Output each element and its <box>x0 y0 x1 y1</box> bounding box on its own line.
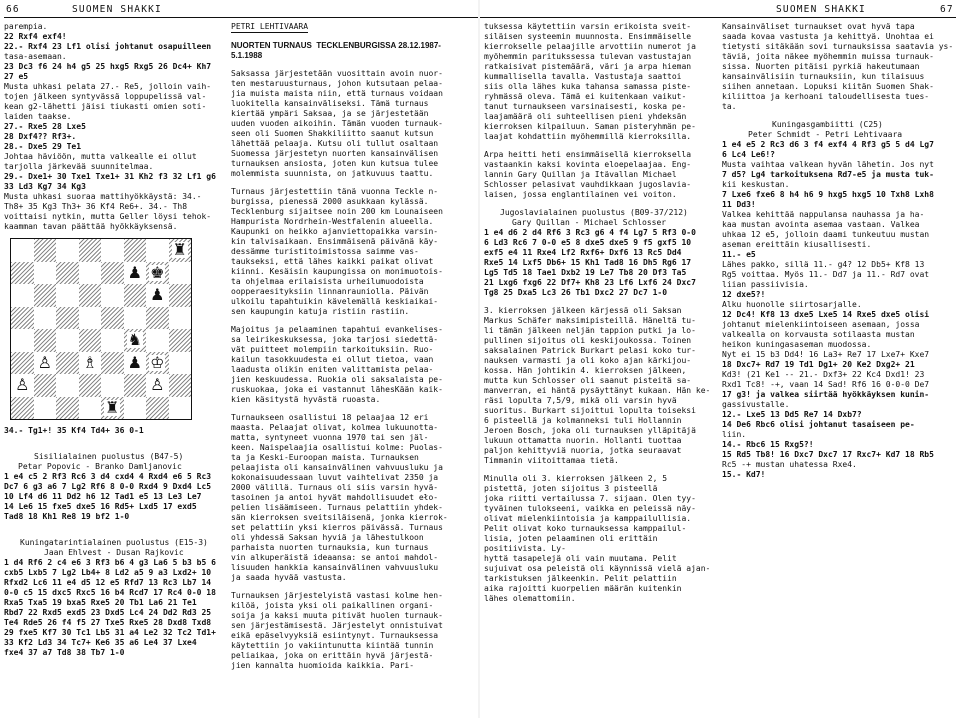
text-line: kii keskustan. <box>722 180 790 189</box>
right-page-number: 67 <box>940 4 954 15</box>
text-line: 10 Lf4 d6 11 Dd2 h6 12 Tad1 e5 13 Le3 Le7 <box>4 492 202 501</box>
board-square <box>124 352 147 375</box>
text-line: Rbd7 22 Rxd5 exd5 23 Dxd5 Lc4 24 Dd2 Rd3 25 <box>4 608 212 617</box>
column-1 <box>4 22 226 658</box>
board-square <box>146 374 169 397</box>
right-header-rule <box>480 17 956 18</box>
board-square <box>11 374 34 397</box>
column-3-paragraphs-2 <box>484 298 716 604</box>
text-line: gassivustalle. <box>722 400 790 409</box>
chess-board-diagram <box>10 238 192 420</box>
board-square <box>146 262 169 285</box>
board-square <box>124 262 147 285</box>
board-square <box>11 262 34 285</box>
left-header-rule <box>4 17 478 18</box>
text-line: 23 Dc3 f6 24 h4 g5 25 hxg5 Rxg5 26 Dc4+ Kh7 <box>4 62 212 71</box>
column-3-paragraphs <box>484 22 716 200</box>
board-square <box>79 284 102 307</box>
text-line: 0-0 c5 15 dxc5 Rxc5 16 b4 Rcd7 17 Rc4 0-0 18 <box>4 588 216 597</box>
board-square <box>124 239 147 262</box>
text-line: Johtaa häviöön, mutta valkealle ei ollut <box>4 152 197 161</box>
board-square <box>101 352 124 375</box>
paragraph: Arpa heitti heti ensimmäisellä kierroksella vastaankin kaksi kovinta eloepelaajaa. Eng- lannin Gary Quillan ja Itävallan Michael Schlosser pelasivat vauhdikkaan jugoslavia- laisen, jossa englantilainen vei voiton. <box>484 150 692 199</box>
paragraph: Majoitus ja pelaaminen tapahtui evankelises- sa leirikeskuksessa, joka tarjosi siedettä- vät puitteet molempiin tarkoituksiin. Ruo- kailun tasokkuudesta ei ollut tietoa, vaan laadusta olikin eniten valittamista pelaa- jien keskuudessa. Ruokia oli saksalaista pe- ruskuokaa, joka ei vastannut lähesKään kaik- kien käsitystä hyvästä ruoasta. <box>231 325 443 404</box>
text-line: Tg8 25 Dxa5 Lc3 26 Tb1 Dxc2 27 Dc7 1-0 <box>484 288 668 297</box>
text-line: 11 Dd3! <box>722 200 756 209</box>
column-3-game-players: Gary Quillan - Michael Schlosser <box>512 218 667 227</box>
board-square <box>11 352 34 375</box>
board-square <box>11 307 34 330</box>
article-author: PETRI LEHTIVAARA <box>231 22 309 31</box>
chess-piece-icon: ♔ <box>150 352 165 372</box>
board-square <box>34 374 57 397</box>
text-line: Lg5 Td5 18 Tae1 Dxb2 19 Le7 Tb8 20 Df3 Ta5 <box>484 268 687 277</box>
board-square <box>56 307 79 330</box>
paragraph: Turnauksen järjestelyistä vastasi kolme hen- kilöä, joista yksi oli paikallinen organi- soija ja kaksi muuta pitivät huolen turnauk- sen järjestämisestä. Järjestelyt onnistuivat eikä epäselvyyksiä esiintynyt. Turnauksessa käytettiin jo vakiintunutta kiintää tunnin peliaikaa, joka on erittäin hyvä järjestä- jien kannalta huomioida kaikkia. Pari- <box>231 591 443 670</box>
board-square <box>101 307 124 330</box>
text-line: 14 Le6 15 fxe5 dxe5 16 Rd5+ Lxd5 17 exd5 <box>4 502 197 511</box>
chess-piece-icon: ♙ <box>15 375 30 395</box>
board-square <box>79 352 102 375</box>
column-4-game-players: Peter Schmidt - Petri Lehtivaara <box>748 130 903 139</box>
game2-players: Petar Popovic - Branko Damljanovic <box>18 462 182 471</box>
text-line: Lähes pakko, sillä 11.- g4? 12 Db5+ Kf8 13 <box>722 260 925 269</box>
board-square <box>101 239 124 262</box>
chess-piece-icon: ♟ <box>127 352 142 372</box>
board-square <box>34 352 57 375</box>
text-line: 22 Rxf4 exf4! <box>4 32 67 41</box>
column-4-paragraphs <box>722 22 958 112</box>
board-square <box>124 374 147 397</box>
text-line: 12 Dc4! Kf8 13 dxe5 Lxe5 14 Rxe5 dxe5 olisi <box>722 310 930 319</box>
text-line: 15.- Kd7! <box>722 470 766 479</box>
column-3 <box>484 22 716 604</box>
board-square <box>34 239 57 262</box>
column-3-game-moves <box>484 228 716 298</box>
text-line: parempia. <box>4 22 48 31</box>
text-line: fxe4 37 a7 Td8 38 Tb7 1-0 <box>4 648 125 657</box>
chess-piece-icon: ♙ <box>150 375 165 395</box>
board-square <box>146 352 169 375</box>
text-line: liian passiivisia. <box>722 280 809 289</box>
chess-piece-icon: ♟ <box>127 262 142 282</box>
text-line: kean g2-lähetti jäisi tiukasti omien soti- <box>4 102 207 111</box>
text-line: Nyt ei 15 b3 Dd4! 16 La3+ Re7 17 Lxe7+ Kxe7 <box>722 350 930 359</box>
board-square <box>169 262 192 285</box>
article-dateline-2: 5.1.1988 <box>231 51 263 60</box>
chess-piece-icon: ♞ <box>127 330 142 350</box>
board-square <box>79 397 102 420</box>
board-square <box>101 374 124 397</box>
game2-event: Sisilialainen puolustus (B47-5) <box>34 452 184 461</box>
board-square <box>56 262 79 285</box>
after-board-moves: 34.- Tg1+! 35 Kf4 Td4+ 36 0-1 <box>4 426 144 435</box>
left-page-number: 66 <box>6 4 20 15</box>
left-running-header: SUOMEN SHAKKI <box>72 4 162 15</box>
column-2 <box>231 22 475 671</box>
text-line: heikon kuningasaseman muodossa. <box>722 340 872 349</box>
text-line: johtanut mielenkiintoiseen asemaan, jossa <box>722 320 920 329</box>
text-line: 1 e4 d6 2 d4 Rf6 3 Rc3 g6 4 f4 Lg7 5 Rf3 0-0 <box>484 228 696 237</box>
board-square <box>146 329 169 352</box>
board-square <box>56 374 79 397</box>
game3-moves <box>4 558 226 658</box>
text-line: Kd3! (21 Ke1 -- 21.- Dxf3+ 22 Kc4 Dxd1! 23 <box>722 370 925 379</box>
column-2-paragraphs <box>231 61 475 671</box>
paragraph: Saksassa järjestetään vuosittain avoin nuor- ten mestaruusturnaus, johon kutsutaan pelaa- jia muista maista niin, että turnaus voidaan luokitella kansainväliseksi. Tämä turnaus kiertää ympäri Saksaa, ja se järjestetään uuden vuoden aikoihin. Tämän vuoden turnauk- seen oli Suomen Shakkiliitto saanut kutsun lähettää pelaaja. Kutsu oli tullut osaltaan Suomessa järjestetyn nuorten kansainvälisen turnauksen ansiosta, joten kun kutsua tuleе molemmista suunnista, on jatkuvuus taattu. <box>231 69 443 178</box>
text-line: cxb5 Lxb5 7 Lg2 Lb4+ 8 Ld2 a5 9 a3 Lxd2+ 10 <box>4 568 212 577</box>
chess-piece-icon: ♗ <box>82 352 97 372</box>
text-line: Rc5 -+ mustan uhatessa Rxe4. <box>722 460 857 469</box>
article-dateline: NUORTEN TURNAUS TECKLENBURGISSA 28.12.1987- <box>231 41 441 50</box>
paragraph: Turnaus järjestettiin tänä vuonna Teckle n- burgissa, pienessä 2000 asukkaan kylässä. Tecklenburg sijaitsee noin 200 km Lounaiseen Hampurista Nordrhein-Westfalenin alueella. Kaupunki on heikko ajanviettopaikka varsin- kin talvisaikaan. Ensimmäisenä päivänä käy- dessämme turistitoimistossa saimme vas- taukseksi, että lähes kaikki paikat olivat kiinni. Kesäisin kaupungissa on monimuotois- ta ohjelmaa erilaisista urheilumuodoista oopperaesityksiin linnanrauniolla. Päivän ulkoilu tapahtuikin kävelemällä keskiaikai- sen kaupungin katuja ristiin rastiin. <box>231 187 443 316</box>
text-line: 33 Ld3 Kg7 34 Kg3 <box>4 182 86 191</box>
board-square <box>56 239 79 262</box>
game3-players: Jaan Ehlvest - Dusan Rajkovic <box>44 548 184 557</box>
text-line: 29.- Dxe1+ 30 Txe1 Txe1+ 31 Kh2 f3 32 Lf1 g6 <box>4 172 216 181</box>
board-square <box>169 329 192 352</box>
text-line: 6 Lc4 Le6!? <box>722 150 775 159</box>
text-line: 15 Rd5 Tb8! 16 Dxc7 Dxc7 17 Rxc7+ Kd7 18 Rb5 <box>722 450 934 459</box>
board-square <box>11 397 34 420</box>
board-square <box>79 262 102 285</box>
text-line: Te4 Rde5 26 f4 f5 27 Txe5 Rxe5 28 Dxd8 Txd8 <box>4 618 212 627</box>
text-line: 33 Kf2 Ld3 34 Tc7+ Ke6 35 a6 Le4 37 Lxe4 <box>4 638 197 647</box>
board-square <box>169 352 192 375</box>
board-square <box>169 374 192 397</box>
board-square <box>56 397 79 420</box>
paragraph: Kansainväliset turnaukset ovat hyvä tapa saada kovaa vastusta ja kehittyä. Unohtaa ei tietysti sitäkään sovi turnauksissa saatavia ys- täviä, joita näkee myöhemmin muissa turnauk- sissa. Nuorten pitäisi pyrkiä hakeutumaan kansainvälisiin turnauksiin, kun tilaisuus siihen annetaan. Lopuksi kiitän Suomen Shak- kiliittoa ja kerhoani taloudellisesta tues- ta. <box>722 22 954 111</box>
board-square <box>56 352 79 375</box>
board-square <box>11 239 34 262</box>
text-line: 11.- e5 <box>722 250 756 259</box>
text-line: 27.- Rxe5 28 Lxe5 <box>4 122 86 131</box>
right-running-header: SUOMEN SHAKKI <box>776 4 866 15</box>
text-line: valkealla on korvausta sotilaasta mustan <box>722 330 915 339</box>
text-line: voittaisi nytkin, mutta Geller löysi tehok- <box>4 212 212 221</box>
board-square <box>146 284 169 307</box>
text-line: Rxa5 Txa5 19 bxa5 Rxe5 20 Tb1 La6 21 Te1 <box>4 598 197 607</box>
board-square <box>34 329 57 352</box>
board-square <box>79 239 102 262</box>
column-1-top-lines <box>4 22 226 232</box>
board-square <box>169 397 192 420</box>
text-line: 1 e4 c5 2 Rf3 Rc6 3 d4 cxd4 4 Rxd4 e6 5 Rc3 <box>4 472 212 481</box>
text-line: laiden taakse. <box>4 112 72 121</box>
board-square <box>169 307 192 330</box>
text-line: Musta uhkasi suoraa mattihyökkäystä: 34.- <box>4 192 202 201</box>
text-line: Tad8 18 Kh1 Re8 19 bf2 1-0 <box>4 512 130 521</box>
text-line: tasa-asemaan. <box>4 52 67 61</box>
text-line: aseman ereittäin kiusallisesti. <box>722 240 872 249</box>
text-line: 12.- Lxe5 13 Dd5 Re7 14 Dxb7? <box>722 410 862 419</box>
board-square <box>124 307 147 330</box>
text-line: 7 d5? Lg4 tarkoituksena Rd7-e5 ja musta tuk- <box>722 170 934 179</box>
text-line: exf5 e4 11 Rxe4 Lf2 Rxf6+ Dxf6 13 Rc5 Dd4 <box>484 248 682 257</box>
text-line: Valkea kehittää nappulansa nauhassa ja ha- <box>722 210 925 219</box>
text-line: kaamman tavan päättää hyökkäyksensä. <box>4 222 178 231</box>
board-square <box>146 239 169 262</box>
board-square <box>56 284 79 307</box>
text-line: 1 e4 e5 2 Rc3 d6 3 f4 exf4 4 Rf3 g5 5 d4 Lg7 <box>722 140 934 149</box>
game3-event: Kuningatarintialainen puolustus (E15-3) <box>20 538 208 547</box>
paragraph: Turnaukseen osallistui 18 pelaajaa 12 eri maasta. Pelaajat olivat, kolmea lukuunotta- matta, syntyneet vuonna 1970 tai sen jäl- keen. Naispelaajia osallistui kolme: Puolas- ta ja Keski-Euroopan maista. Turnauksen pelaajista oli kansainvälinen vahvuusluku ja kokonaisuudessaan luvut vaihtelivat 2350 ja 2000 välillä. Turnaus oli siis varsin hyvä- tasoinen ja antoi hyvät mahdollisuudet eło- pelien lisäämiseen. Turnaus pelattiin yhdek- sän kierroksen sveitsiläisenä, jonka kierrok- set pelattiin yksi kierros päivässä. Turnaus oli yhdessä Saksan hyviä ja lähestulkoon parhaista nuorten turnauksia, kun turnaus vin alkuperäistä ideaansa: se antoi mahdol- lisuuden hankkia kansainvälinen vahvuusluku ja saada hyvää vastusta. <box>231 413 448 582</box>
text-line: 1 d4 Rf6 2 c4 e6 3 Rf3 b6 4 g3 La6 5 b3 b5 6 <box>4 558 216 567</box>
board-square <box>146 397 169 420</box>
game2-moves <box>4 472 226 522</box>
chess-piece-icon: ♟ <box>150 285 165 305</box>
text-line: Rxe5 14 Lxf5 Db6+ 15 Kh1 Tad8 16 Dh5 Rg6 17 <box>484 258 692 267</box>
paragraph: 3. kierroksen jälkeen kärjessä oli Saksan Markus Schäfer maksimipisteillä. Häneltä tu- li tämän jälkeen neljän tappion putki ja lo- pullinen sijoitus oli keskijoukossa. Toinen saksalainen Patrick Burkart pelasi koko tur- nauksen varmasti ja oli koko ajan kärkijou- kossa. Hän johtikin 4. kierroksen jälkeen, mutta kun Schlosser oli saanut pisteitä sa- manverran, ei häntä pysäyttänyt kukaan. Hän ke- räsi lopulta 7,5/9, mikä oli varsin hyvä suoritus. Burkart sijoittui lopulta toiseksi 6 pisteellä ja kolmanneksi tuli Hollannin Jeroen Bosch, joka oli turnauksen ylläpitäjä lukuun ottamatta nuorin. Hollanti tuottaa paljon kehittyviä nuoria, jotka seuraavat Timmanin viitoittamaa tietä. <box>484 306 711 465</box>
text-line: tojen jälkeen syntyvässä loppupelissä val- <box>4 92 207 101</box>
board-square <box>169 284 192 307</box>
board-square <box>79 307 102 330</box>
board-square <box>34 284 57 307</box>
text-line: Dc7 6 g3 a6 7 Lg2 Rf6 8 0-0 Rxd4 9 Dxd4 Lc5 <box>4 482 212 491</box>
paragraph: Minulla oli 3. kierroksen jälkeen 2, 5 pistettä, joten sijoitus 3 pisteellä joka riitti vertailussa 7. sijaan. Olen tyy- tyväinen tulokseeni, vaikka en peleissä näy- olivat mielenkiintoisia ja kamppailullisia. Pelit olivat koko turnauksessa kamppailul- lisia, joten pelaaminen oli erittäin positiivista. Ly- hyttä tasapelejä oli vain muutama. Pelit sujuivat osa peleistä oli käynnissä vielä ajan- tarkistuksen jälkeenkin. Pelit pelattiin aika rajoitti kuorpelien määrän kuitenkin lähes olemattomiin. <box>484 474 711 603</box>
board-square <box>34 262 57 285</box>
text-line: tarjolla järkevää suunnitelmaa. <box>4 162 154 171</box>
right-page <box>480 0 960 718</box>
text-line: 27 e5 <box>4 72 29 81</box>
text-line: 28.- Dxe5 29 Te1 <box>4 142 82 151</box>
text-line: 18 Dxc7+ Rd7 19 Td1 Dg1+ 20 Ke2 Dxg2+ 21 <box>722 360 915 369</box>
board-square <box>124 284 147 307</box>
text-line: 22.- Rxf4 23 Lf1 olisi johtanut osapuilleen <box>4 42 212 51</box>
column-3-game-event: Jugoslavialainen puolustus (B09-37/212) <box>500 208 688 217</box>
chess-piece-icon: ♜ <box>172 240 187 260</box>
board-square <box>56 329 79 352</box>
paragraph: tuksessa käytettiin varsin erikoista sveit- siläisen systeemin muunnosta. Ensimmäiselle kierrokselle pelaajille arvottiin numerot ja myöhemmin paritukssessa tulevan vastustajan ratkaisivat pistemäärä, väri ja arpa hieman kummallisella tavalla. Vastustaja saattoi siis olla lähes kuka tahansa samassa piste- ryhmässä oleva. Tämä ei kuitenkaan vaikut- tanut turnaukseen varsinaisesti, koska pe- laajamäärä oli suhteellisen pieni yhdeksän kierroksen kilpailuun. Saman pisteryhmän pe- laajat kohdattiin myöhemmillä kierroksilla. <box>484 22 696 141</box>
board-square <box>11 329 34 352</box>
text-line: kaa mustan avointa asemaa vastaan. Valkea <box>722 220 920 229</box>
chess-piece-icon: ♜ <box>105 397 120 417</box>
text-line: liin. <box>722 430 747 439</box>
board-square <box>101 262 124 285</box>
text-line: 7 Lxe6 fxe6 8 h4 h6 9 hxg5 hxg5 10 Txh8 Lxh8 <box>722 190 934 199</box>
board-square <box>34 397 57 420</box>
board-square <box>79 329 102 352</box>
text-line: 12 dxe5?! <box>722 290 766 299</box>
text-line: 28 Dxf4?? Rf3+. <box>4 132 77 141</box>
text-line: Alku huonolle siirtosarjalle. <box>722 300 862 309</box>
text-line: uhkaa 12 e5, jolloin daami tunkeutuu mustan <box>722 230 930 239</box>
board-square <box>101 284 124 307</box>
text-line: Rxd1 Tc8! -+, vaan 14 Sad! Rf6 16 0-0-0 De7 <box>722 380 930 389</box>
board-square <box>11 284 34 307</box>
board-square <box>124 397 147 420</box>
chess-piece-icon: ♚ <box>150 262 165 282</box>
text-line: 21 Lxg6 fxg6 22 Df7+ Kh8 23 Lf6 Lxf6 24 Dxc7 <box>484 278 696 287</box>
chess-piece-icon: ♙ <box>37 352 52 372</box>
text-line: Rg5 voittaa. Myös 11.- Dd7 ja 11.- Rd7 ovat <box>722 270 930 279</box>
column-4-annotated-moves <box>722 140 958 480</box>
left-page <box>0 0 478 718</box>
text-line: Th8+ 35 Kg3 Th3+ 36 Kf4 Re6+. 34.- Th8 <box>4 202 188 211</box>
text-line: Musta uhkasi pelata 27.- Re5, jolloin vaih- <box>4 82 212 91</box>
text-line: Musta vaihtaa valkean hyvän lähetin. Jos nyt <box>722 160 934 169</box>
board-square <box>101 329 124 352</box>
board-square <box>79 374 102 397</box>
board-square <box>169 239 192 262</box>
text-line: Rfxd2 Lc6 11 e4 d5 12 e5 Rfd7 13 Rc3 Lb7 14 <box>4 578 212 587</box>
text-line: 29 fxe5 Kf7 30 Tc1 Lb5 31 a4 Le2 32 Tc2 Td1+ <box>4 628 216 637</box>
text-line: 14 De6 Rbc6 olisi johtanut tasaiseen pe- <box>722 420 915 429</box>
column-4 <box>722 22 958 480</box>
board-square <box>101 397 124 420</box>
text-line: 6 Ld3 Rc6 7 0-0 e5 8 dxe5 dxe5 9 f5 gxf5 10 <box>484 238 692 247</box>
board-square <box>146 307 169 330</box>
column-4-game-event: Kuningasgambiitti (C25) <box>772 120 883 129</box>
board-square <box>124 329 147 352</box>
board-square <box>34 307 57 330</box>
text-line: 14.- Rbc6 15 Rxg5?! <box>722 440 814 449</box>
text-line: 17 g3! ja valkea siirtää hyökkäyksen kunin- <box>722 390 930 399</box>
